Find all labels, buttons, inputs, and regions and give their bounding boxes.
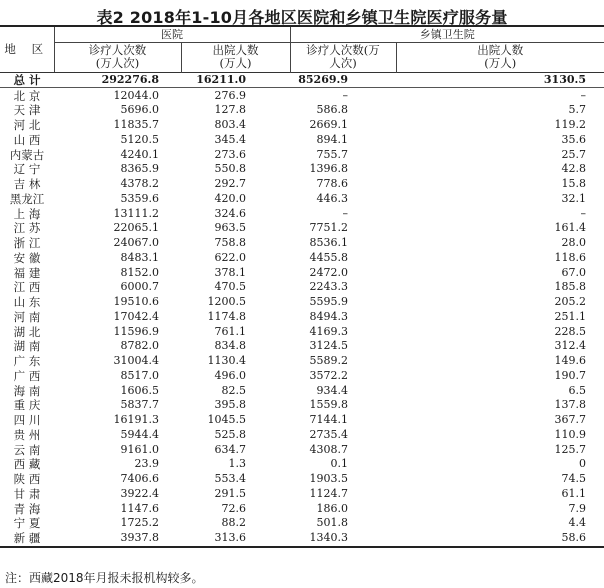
table-row [0, 206, 604, 221]
township-visits-cell: 7751.2 [309, 221, 348, 235]
township-discharge-cell: 118.6 [554, 250, 586, 264]
table-row [0, 295, 604, 310]
region-cell: 贵 州 [13, 427, 41, 442]
township-discharge-header-line2: (万人) [484, 56, 517, 70]
township-discharge-cell: 149.6 [554, 354, 586, 368]
region-cell: 山 东 [13, 295, 41, 310]
hospital-discharge-cell: 1174.8 [207, 309, 246, 323]
township-discharge-cell: – [580, 88, 586, 102]
township-visits-cell: 186.0 [316, 501, 348, 515]
hospital-visits-cell: 3922.4 [120, 486, 159, 500]
township-visits-cell: 2472.0 [309, 265, 348, 279]
township-visits-cell: 2735.4 [309, 427, 348, 441]
township-discharge-cell: 7.9 [568, 501, 586, 515]
hospital-discharge-cell: 395.8 [214, 398, 246, 412]
township-discharge-cell: 3130.5 [396, 72, 604, 88]
hospital-group-header: 医院 [54, 26, 290, 42]
township-visits-header-line1: 诊疗人次数(万 [306, 43, 380, 57]
table-body [0, 72, 604, 547]
township-discharge-cell: – [580, 206, 586, 220]
township-visits-cell: 778.6 [316, 177, 348, 191]
region-cell: 上 海 [13, 206, 41, 221]
township-visits-cell: 2669.1 [309, 118, 348, 132]
region-cell: 天 津 [13, 103, 41, 118]
township-visits-cell: 8536.1 [309, 236, 348, 250]
table-row [0, 428, 604, 443]
hospital-visits-cell: 5837.7 [120, 398, 159, 412]
region-header: 地 区 [0, 26, 54, 72]
region-cell: 福 建 [13, 265, 41, 280]
region-cell: 甘 肃 [13, 486, 41, 501]
township-discharge-cell: 367.7 [554, 413, 586, 427]
hospital-visits-cell: 22065.1 [113, 221, 159, 235]
township-visits-cell: 1903.5 [309, 472, 348, 486]
township-discharge-cell: 251.1 [554, 309, 586, 323]
hospital-visits-cell: 5359.6 [120, 191, 159, 205]
township-discharge-cell: 119.2 [554, 118, 586, 132]
township-visits-cell: 3124.5 [309, 339, 348, 353]
table-row [0, 103, 604, 118]
table-title: 表2 2018年1-10月各地区医院和乡镇卫生院医疗服务量 [96, 8, 508, 27]
township-group-header: 乡镇卫生院 [290, 26, 604, 42]
region-cell: 广 西 [13, 368, 41, 383]
table-row [0, 280, 604, 295]
hospital-discharge-header [181, 42, 290, 72]
hospital-discharge-cell: 1.3 [228, 457, 246, 471]
hospital-visits-cell: 6000.7 [120, 280, 159, 294]
hospital-discharge-cell: 345.4 [214, 132, 246, 146]
hospital-discharge-cell: 834.8 [214, 339, 246, 353]
hospital-discharge-cell: 88.2 [221, 516, 246, 530]
table-row [0, 192, 604, 207]
hospital-visits-cell: 11596.9 [113, 324, 159, 338]
hospital-visits-header-line2: (万人次) [95, 56, 140, 70]
township-discharge-cell: 58.6 [396, 531, 604, 547]
township-visits-cell: 4308.7 [309, 442, 348, 456]
hospital-visits-cell: 12044.0 [113, 88, 159, 102]
hospital-discharge-cell: 553.4 [214, 472, 246, 486]
table-row [0, 501, 604, 516]
table-row [0, 487, 604, 502]
hospital-visits-cell: 5120.5 [120, 132, 159, 146]
hospital-discharge-cell: 324.6 [214, 206, 246, 220]
table-row [0, 442, 604, 457]
hospital-discharge-cell: 761.1 [214, 324, 246, 338]
hospital-visits-cell: 1606.5 [120, 383, 159, 397]
township-discharge-cell: 6.5 [568, 383, 586, 397]
hospital-discharge-cell: 1130.4 [207, 354, 246, 368]
township-visits-cell: 934.4 [316, 383, 348, 397]
hospital-visits-cell: 5696.0 [120, 103, 159, 117]
township-visits-cell: 5589.2 [309, 354, 348, 368]
region-cell: 总 计 [0, 72, 54, 88]
township-discharge-cell: 74.5 [561, 472, 586, 486]
township-visits-cell: 1396.8 [309, 162, 348, 176]
hospital-visits-cell: 1147.6 [120, 501, 159, 515]
township-discharge-cell: 15.8 [561, 177, 586, 191]
hospital-visits-cell: 24067.0 [113, 236, 159, 250]
township-discharge-cell: 42.8 [561, 162, 586, 176]
region-cell: 辽 宁 [13, 162, 41, 177]
region-cell: 湖 南 [13, 339, 41, 354]
hospital-visits-cell: 31004.4 [113, 354, 159, 368]
table-row [0, 221, 604, 236]
table-row [0, 413, 604, 428]
township-discharge-cell: 312.4 [554, 339, 586, 353]
hospital-visits-cell: 4378.2 [120, 177, 159, 191]
hospital-visits-cell: 1725.2 [120, 516, 159, 530]
footnote: 注：西藏2018年月报未报机构较多。 [5, 571, 204, 585]
township-discharge-cell: 28.0 [561, 236, 586, 250]
hospital-visits-cell: 292276.8 [54, 72, 181, 88]
hospital-discharge-cell: 622.0 [214, 250, 246, 264]
township-visits-cell: 1124.7 [309, 486, 348, 500]
hospital-visits-cell: 3937.8 [54, 531, 181, 547]
region-cell: 河 北 [13, 118, 41, 133]
township-visits-cell: 501.8 [316, 516, 348, 530]
table-row [0, 531, 604, 547]
hospital-discharge-cell: 16211.0 [181, 72, 290, 88]
region-cell: 青 海 [13, 501, 41, 516]
township-visits-cell: 2243.3 [309, 280, 348, 294]
hospital-discharge-cell: 72.6 [221, 501, 246, 515]
table-row [0, 133, 604, 148]
total-row [0, 72, 604, 88]
hospital-discharge-cell: 634.7 [214, 442, 246, 456]
table-row [0, 324, 604, 339]
table-row [0, 516, 604, 531]
township-visits-cell: 1559.8 [309, 398, 348, 412]
township-discharge-cell: 228.5 [554, 324, 586, 338]
hospital-visits-cell: 13111.2 [113, 206, 159, 220]
township-visits-cell: 1340.3 [290, 531, 396, 547]
hospital-visits-cell: 9161.0 [120, 442, 159, 456]
hospital-discharge-header-line1: 出院人数 [212, 43, 259, 57]
region-cell: 江 西 [13, 280, 41, 295]
township-discharge-cell: 32.1 [561, 191, 586, 205]
region-cell: 北 京 [13, 88, 41, 103]
region-cell: 陕 西 [13, 472, 41, 487]
hospital-visits-cell: 11835.7 [113, 118, 159, 132]
hospital-discharge-cell: 550.8 [214, 162, 246, 176]
township-discharge-cell: 35.6 [561, 132, 586, 146]
township-visits-cell: 4455.8 [309, 250, 348, 264]
region-cell: 内蒙古 [9, 147, 45, 162]
table-row [0, 369, 604, 384]
region-cell: 山 西 [13, 132, 41, 147]
region-cell: 吉 林 [13, 177, 41, 192]
township-discharge-cell: 5.7 [568, 103, 586, 117]
hospital-discharge-cell: 470.5 [214, 280, 246, 294]
hospital-discharge-cell: 292.7 [214, 177, 246, 191]
region-cell: 广 东 [13, 354, 41, 369]
region-cell: 云 南 [13, 442, 41, 457]
hospital-discharge-cell: 273.6 [214, 147, 246, 161]
hospital-discharge-cell: 127.8 [214, 103, 246, 117]
hospital-visits-cell: 5944.4 [120, 427, 159, 441]
township-discharge-cell: 125.7 [554, 442, 586, 456]
township-discharge-cell: 61.1 [561, 486, 586, 500]
hospital-visits-cell: 8517.0 [120, 368, 159, 382]
hospital-visits-header-line1: 诊疗人次数 [88, 43, 147, 57]
township-visits-cell: 8494.3 [309, 309, 348, 323]
township-discharge-cell: 67.0 [561, 265, 586, 279]
table-row [0, 251, 604, 266]
hospital-visits-cell: 7406.6 [120, 472, 159, 486]
township-visits-cell: 7144.1 [309, 413, 348, 427]
township-visits-header-line2: 人次) [329, 56, 357, 70]
township-visits-cell: 3572.2 [309, 368, 348, 382]
township-visits-cell: 4169.3 [309, 324, 348, 338]
region-cell: 河 南 [13, 309, 41, 324]
township-visits-cell: 586.8 [316, 103, 348, 117]
township-discharge-header [396, 42, 604, 72]
township-discharge-cell: 25.7 [561, 147, 586, 161]
hospital-discharge-cell: 758.8 [214, 236, 246, 250]
township-visits-header [290, 42, 396, 72]
township-discharge-cell: 110.9 [554, 427, 586, 441]
hospital-discharge-cell: 525.8 [214, 427, 246, 441]
hospital-discharge-cell: 496.0 [214, 368, 246, 382]
hospital-discharge-cell: 1200.5 [207, 295, 246, 309]
table-row [0, 147, 604, 162]
township-visits-cell: 0.1 [330, 457, 348, 471]
table-row [0, 354, 604, 369]
township-discharge-cell: 190.7 [554, 368, 586, 382]
township-discharge-cell: 205.2 [554, 295, 586, 309]
region-cell: 黑龙江 [9, 191, 45, 206]
hospital-visits-cell: 8483.1 [120, 250, 159, 264]
township-visits-cell: 894.1 [316, 132, 348, 146]
table-row [0, 162, 604, 177]
table-row [0, 88, 604, 103]
table-row [0, 398, 604, 413]
medical-service-table [0, 25, 604, 548]
table-row [0, 339, 604, 354]
hospital-discharge-cell: 291.5 [214, 486, 246, 500]
township-discharge-cell: 185.8 [554, 280, 586, 294]
region-cell: 安 徽 [13, 250, 41, 265]
table-row [0, 310, 604, 325]
hospital-visits-cell: 17042.4 [113, 309, 159, 323]
table-row [0, 236, 604, 251]
township-visits-cell: 5595.9 [309, 295, 348, 309]
hospital-discharge-cell: 378.1 [214, 265, 246, 279]
township-discharge-cell: 161.4 [554, 221, 586, 235]
township-discharge-cell: 4.4 [568, 516, 586, 530]
hospital-visits-cell: 8365.9 [120, 162, 159, 176]
hospital-discharge-cell: 313.6 [181, 531, 290, 547]
table-row [0, 177, 604, 192]
hospital-discharge-cell: 1045.5 [207, 413, 246, 427]
table-row [0, 265, 604, 280]
hospital-discharge-header-line2: (万人) [219, 56, 252, 70]
region-cell: 湖 北 [13, 324, 41, 339]
region-cell: 西 藏 [13, 457, 41, 472]
hospital-visits-cell: 8152.0 [120, 265, 159, 279]
township-discharge-header-line1: 出院人数 [477, 43, 524, 57]
table-row [0, 457, 604, 472]
table-row [0, 118, 604, 133]
hospital-visits-header [54, 42, 181, 72]
region-cell: 四 川 [13, 413, 41, 428]
region-cell: 重 庆 [13, 398, 41, 413]
township-visits-cell: – [342, 88, 348, 102]
hospital-discharge-cell: 82.5 [221, 383, 246, 397]
table-row [0, 472, 604, 487]
region-cell: 浙 江 [13, 236, 41, 251]
hospital-discharge-cell: 963.5 [214, 221, 246, 235]
hospital-visits-cell: 4240.1 [120, 147, 159, 161]
township-discharge-cell: 0 [579, 457, 586, 471]
hospital-visits-cell: 16191.3 [113, 413, 159, 427]
region-cell: 新 疆 [0, 531, 54, 547]
hospital-discharge-cell: 803.4 [214, 118, 246, 132]
township-visits-cell: – [342, 206, 348, 220]
hospital-visits-cell: 19510.6 [113, 295, 159, 309]
region-cell: 海 南 [13, 383, 41, 398]
hospital-visits-cell: 23.9 [134, 457, 159, 471]
hospital-discharge-cell: 276.9 [214, 88, 246, 102]
township-visits-cell: 446.3 [316, 191, 348, 205]
township-discharge-cell: 137.8 [554, 398, 586, 412]
township-visits-cell: 755.7 [316, 147, 348, 161]
region-cell: 江 苏 [13, 221, 41, 236]
hospital-discharge-cell: 420.0 [214, 191, 246, 205]
table-row [0, 383, 604, 398]
hospital-visits-cell: 8782.0 [120, 339, 159, 353]
township-visits-cell: 85269.9 [290, 72, 396, 88]
region-cell: 宁 夏 [13, 516, 41, 531]
